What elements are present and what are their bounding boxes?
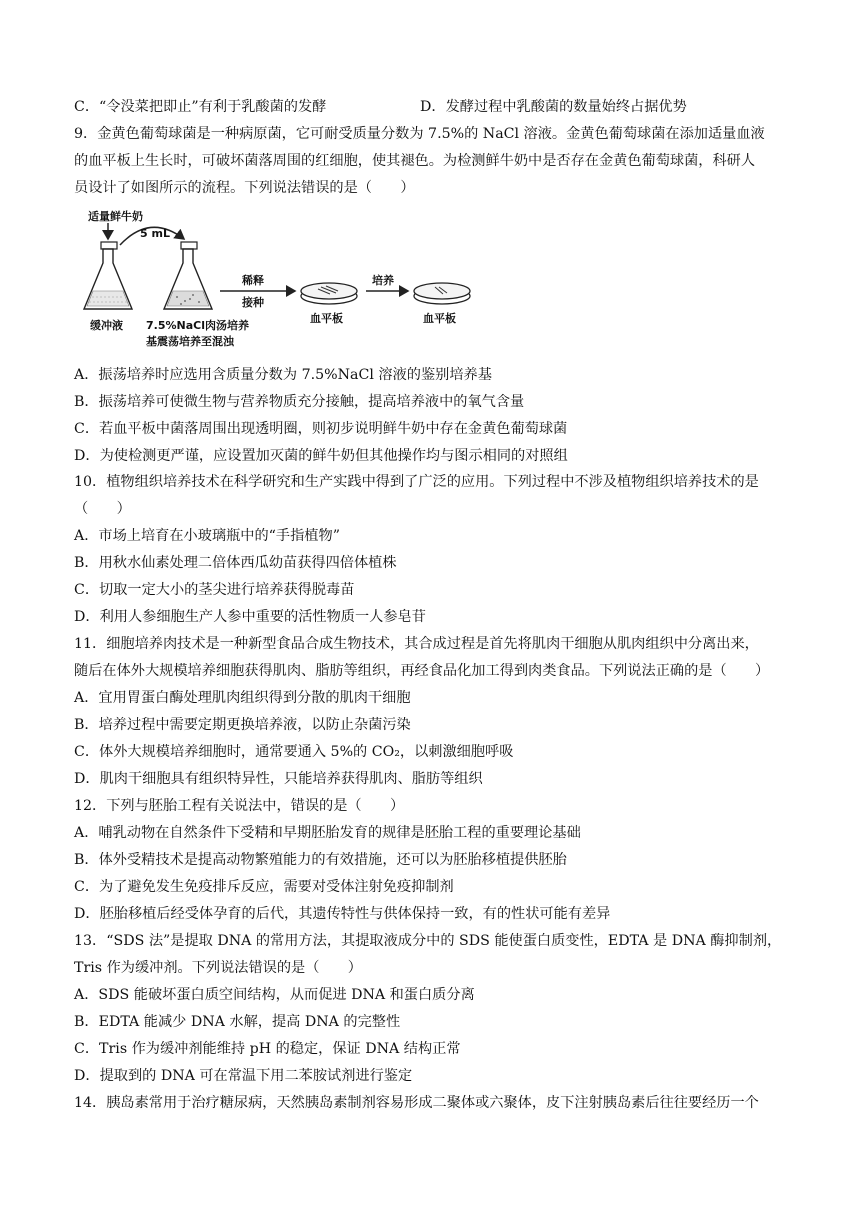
q14-stem-line1: 14．胰岛素常用于治疗糖尿病，天然胰岛素制剂容易形成二聚体或六聚体，皮下注射胰岛素后往往要经历一个 [74,1095,759,1111]
label-dilute: 稀释 [242,274,264,287]
q12-option-a: A．哺乳动物在自然条件下受精和早期胚胎发育的规律是胚胎工程的重要理论基础 [74,825,581,841]
blood-plate-1 [301,283,357,304]
q10-option-a: A．市场上培育在小玻璃瓶中的“手指植物” [74,528,340,544]
q8-options-row [74,94,798,121]
label-plate-1: 血平板 [310,312,343,325]
q9-stem-line3: 员设计了如图所示的流程。下列说法错误的是（ ） [74,180,415,196]
q9-stem-line1: 9．金黄色葡萄球菌是一种病原菌，它可耐受质量分数为 7.5%的 NaCl 溶液。金黄色葡萄球菌在添加适量血液 [74,126,765,142]
q8-option-d: D．发酵过程中乳酸菌的数量始终占据优势 [420,99,687,115]
q9-option-c: C．若血平板中菌落周围出现透明圈，则初步说明鲜牛奶中存在金黄色葡萄球菌 [74,421,568,437]
q10-option-d: D．利用人参细胞生产人参中重要的活性物质一人参皂苷 [74,609,426,625]
flask-buffer [84,242,132,309]
blood-plate-2 [414,283,470,304]
q12-stem-line1: 12．下列与胚胎工程有关说法中，错误的是（ ） [74,798,405,814]
q11-stem-line2: 随后在体外大规模培养细胞获得肌肉、脂肪等组织，再经食品化加工得到肉类食品。下列说法正确的是（ ） [74,663,770,679]
q10-option-c: C．切取一定大小的茎尖进行培养获得脱毒苗 [74,582,355,598]
q11-option-a: A．宜用胃蛋白酶处理肌肉组织得到分散的肌肉干细胞 [74,690,411,706]
q13-stem-line1: 13．“SDS 法”是提取 DNA 的常用方法，其提取液成分中的 SDS 能使蛋白质变性，EDTA 是 DNA 酶抑制剂， [74,933,782,949]
label-milk: 适量鲜牛奶 [88,210,143,223]
label-volume: 5 mL [140,227,170,240]
label-inoculate: 接种 [242,296,264,309]
flow-diagram-svg [80,205,480,355]
q12-option-c: C．为了避免发生免疫排斥反应，需要对受体注射免疫抑制剂 [74,879,454,895]
q10-option-b: B．用秋水仙素处理二倍体西瓜幼苗获得四倍体植株 [74,555,397,571]
q13-option-c: C．Tris 作为缓冲剂能维持 pH 的稳定，保证 DNA 结构正常 [74,1041,461,1057]
q9-option-d: D．为使检测更严谨，应设置加灭菌的鲜牛奶但其他操作均与图示相同的对照组 [74,448,568,464]
q11-option-d: D．肌肉干细胞具有组织特异性，只能培养获得肌肉、脂肪等组织 [74,771,483,787]
label-culture: 培养 [372,274,394,287]
q11-option-c: C．体外大规模培养细胞时，通常要通入 5%的 CO₂，以刺激细胞呼吸 [74,744,514,760]
q11-option-b: B．培养过程中需要定期更换培养液，以防止杂菌污染 [74,717,411,733]
q8-option-c: C．“令没菜把即止”有利于乳酸菌的发酵 [74,99,327,115]
q11-stem-line1: 11．细胞培养肉技术是一种新型食品合成生物技术，其合成过程是首先将肌肉干细胞从肌肉组织中分离出来， [74,636,759,652]
q9-option-b: B．振荡培养可使微生物与营养物质充分接触，提高培养液中的氧气含量 [74,394,525,410]
q10-stem-line1: 10．植物组织培养技术在科学研究和生产实践中得到了广泛的应用。下列过程中不涉及植物组织培养技术的是 [74,474,759,490]
label-plate-2: 血平板 [423,312,456,325]
q13-option-b: B．EDTA 能减少 DNA 水解，提高 DNA 的完整性 [74,1014,401,1030]
q13-stem-line2: Tris 作为缓冲剂。下列说法错误的是（ ） [74,960,362,976]
q9-stem-line2: 的血平板上生长时，可破坏菌落周围的红细胞，使其褪色。为检测鲜牛奶中是否存在金黄色葡萄球菌，科研人 [74,153,756,169]
q13-option-a: A．SDS 能破坏蛋白质空间结构，从而促进 DNA 和蛋白质分离 [74,987,475,1003]
q9-flow-diagram [80,205,480,355]
q12-option-d: D．胚胎移植后经受体孕育的后代，其遗传特性与供体保持一致，有的性状可能有差异 [74,906,611,922]
label-buffer: 缓冲液 [90,319,123,332]
label-medium-line2: 基震荡培养至混浊 [146,335,234,348]
q9-option-a: A．振荡培养时应选用含质量分数为 7.5%NaCl 溶液的鉴别培养基 [74,367,492,383]
q10-stem-line2: （ ） [74,501,131,517]
q13-option-d: D．提取到的 DNA 可在常温下用二苯胺试剂进行鉴定 [74,1068,413,1084]
label-medium-line1: 7.5%NaCl肉汤培养 [146,319,249,332]
flask-nacl-medium [164,242,212,309]
q12-option-b: B．体外受精技术是提高动物繁殖能力的有效措施，还可以为胚胎移植提供胚胎 [74,852,567,868]
